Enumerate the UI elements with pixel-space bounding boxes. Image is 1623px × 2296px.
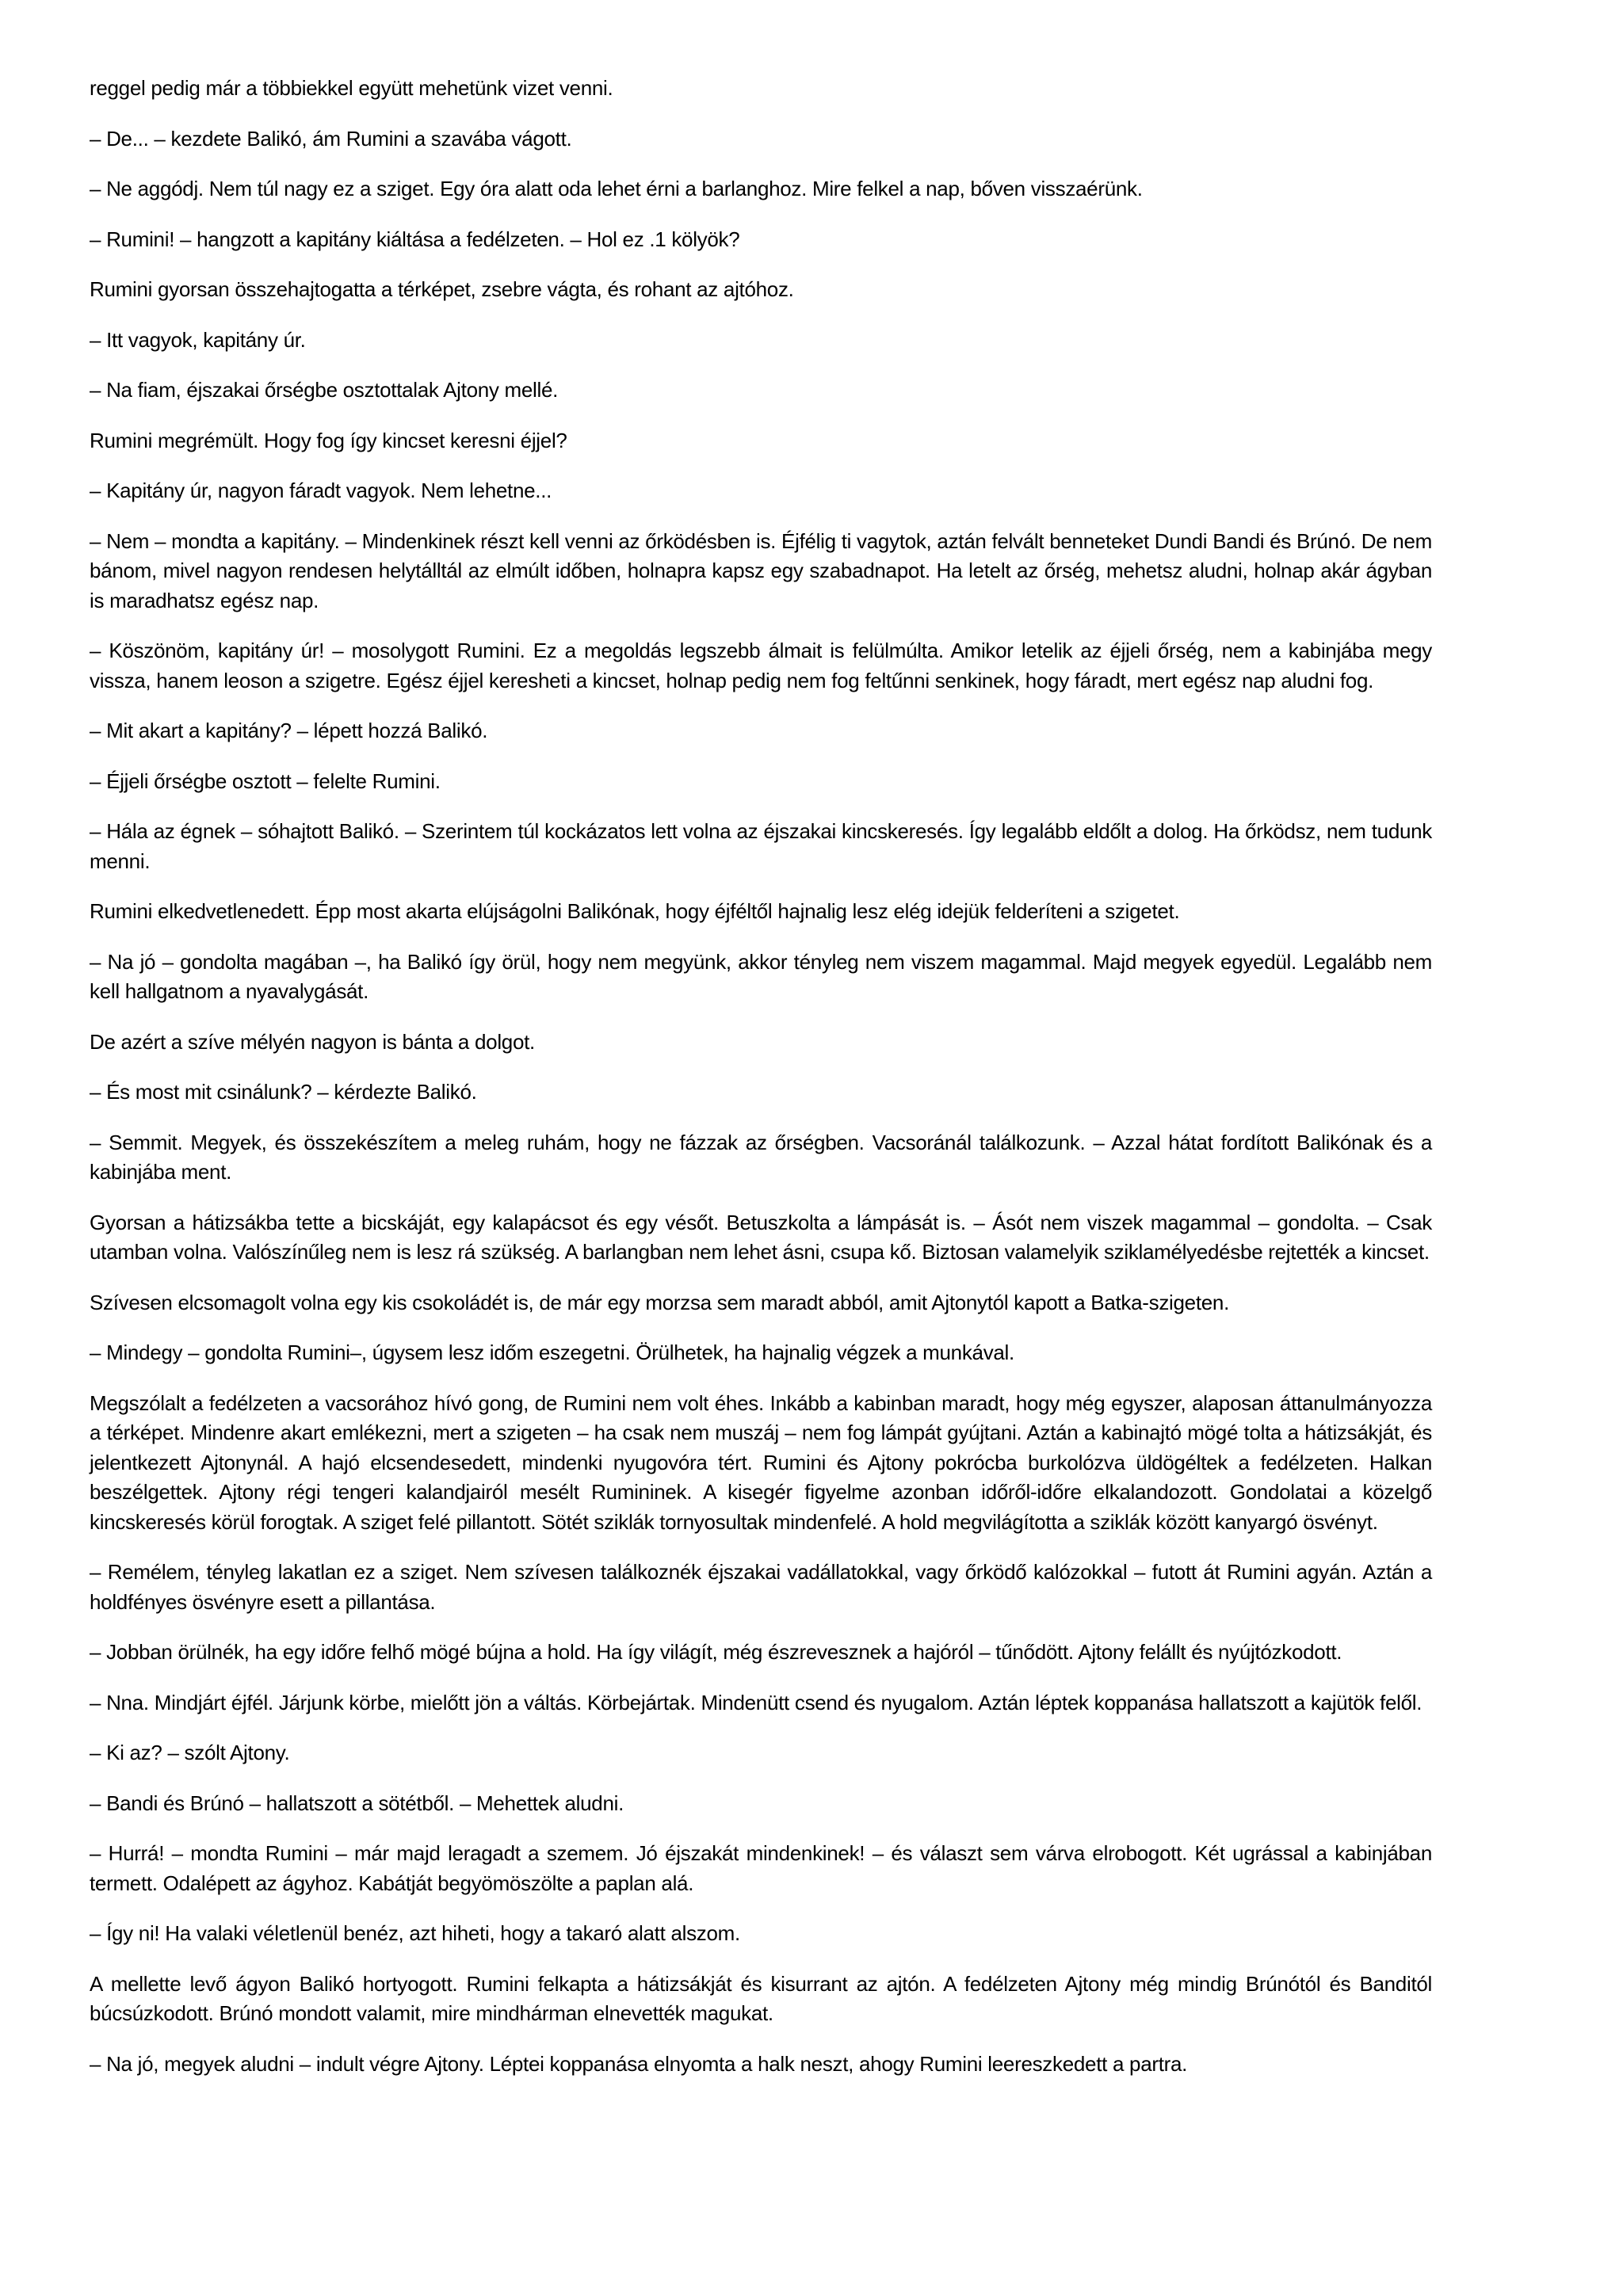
paragraph: – De... – kezdete Balikó, ám Rumini a szavába vágott. — [90, 126, 572, 151]
paragraph: – Ne aggódj. Nem túl nagy ez a sziget. Egy óra alatt oda lehet érni a barlanghoz. Mire felkel a nap, bőven visszaérünk. — [90, 177, 1143, 200]
paragraph: – Mindegy – gondolta Rumini–, úgysem lesz időm eszegetni. Örülhetek, ha hajnalig végzek a munkával. — [90, 1341, 1014, 1364]
paragraph: Rumini megrémült. Hogy fog így kincset keresni éjjel? — [90, 428, 567, 452]
paragraph: – Így ni! Ha valaki véletlenül benéz, azt hiheti, hogy a takaró alatt alszom. — [90, 1921, 740, 1945]
paragraph: – Éjjeli őrségbe osztott – felelte Rumini. — [90, 769, 441, 793]
paragraph: – És most mit csinálunk? – kérdezte Balikó. — [90, 1080, 477, 1104]
paragraph: Gyorsan a hátizsákba tette a bicskáját, egy kalapácsot és egy vésőt. Betuszkolta a lámpását is. – Ásót nem viszek magammal – gondolta. – Csak utamban volna. Valószínűleg nem is lesz rá szükség. A barlangban nem lehet ásni, csupa kő. Biztosan valamelyik sziklamélyedésbe rejtették a kincset. — [90, 1210, 1432, 1264]
paragraph: reggel pedig már a többiekkel együtt mehetünk vizet venni. — [90, 76, 613, 100]
paragraph: A mellette levő ágyon Balikó hortyogott. Rumini felkapta a hátizsákját és kisurrant az ajtón. A fedélzeten Ajtony még mindig Brúnótól és Banditól búcsúzkodott. Brúnó mondott valamit, mire mindhárman elnevették magukat. — [90, 1971, 1432, 2025]
paragraph: – Bandi és Brúnó – hallatszott a sötétből. – Mehettek aludni. — [90, 1791, 624, 1815]
document-page — [90, 74, 1432, 2100]
paragraph: – Na fiam, éjszakai őrségbe osztottalak Ajtony mellé. — [90, 378, 559, 402]
paragraph: – Na jó, megyek aludni – indult végre Ajtony. Léptei koppanása elnyomta a halk neszt, ahogy Rumini leereszkedett a partra. — [90, 2051, 1188, 2076]
paragraph: – Na jó – gondolta magában –, ha Balikó így örül, hogy nem megyünk, akkor tényleg nem viszem magammal. Majd megyek egyedül. Legalább nem kell hallgatnom a nyavalygását. — [90, 949, 1432, 1003]
paragraph: – Hála az égnek – sóhajtott Balikó. – Szerintem túl kockázatos lett volna az éjszakai kincskeresés. Így legalább eldőlt a dolog. Ha őrködsz, nem tudunk menni. — [90, 819, 1432, 873]
paragraph: – Kapitány úr, nagyon fáradt vagyok. Nem lehetne... — [90, 479, 552, 502]
paragraph: – Nna. Mindjárt éjfél. Járjunk körbe, mielőtt jön a váltás. Körbejártak. Mindenütt csend és nyugalom. Aztán léptek koppanása hallatszott a kajütök felől. — [90, 1690, 1423, 1714]
paragraph: – Mit akart a kapitány? – lépett hozzá Balikó. — [90, 719, 488, 742]
paragraph: Szívesen elcsomagolt volna egy kis csokoládét is, de már egy morzsa sem maradt abból, amit Ajtonytól kapott a Batka-szigeten. — [90, 1290, 1229, 1314]
paragraph: De azért a szíve mélyén nagyon is bánta a dolgot. — [90, 1029, 535, 1054]
paragraph: Rumini elkedvetlenedett. Épp most akarta elújságolni Balikónak, hogy éjféltől hajnalig lesz elég idejük felderíteni a szigetet. — [90, 899, 1180, 923]
paragraph: – Rumini! – hangzott a kapitány kiáltása a fedélzeten. – Hol ez .1 kölyök? — [90, 227, 740, 251]
paragraph: – Nem – mondta a kapitány. – Mindenkinek részt kell venni az őrködésben is. Éjfélig ti vagytok, aztán felvált benneteket Dundi Bandi és Brúnó. De nem bánom, mivel nagyon rendesen helytálltál az elmúlt időben, holnapra kapsz egy szabadnapot. Ha letelt az őrség, mehetsz aludni, holnap akár ágyban is maradhatsz egész nap. — [90, 528, 1432, 612]
paragraph: – Semmit. Megyek, és összekészítem a meleg ruhám, hogy ne fázzak az őrségben. Vacsoránál találkozunk. – Azzal hátat fordított Balikónak és a kabinjába ment. — [90, 1130, 1432, 1184]
paragraph: Rumini gyorsan összehajtogatta a térképet, zsebre vágta, és rohant az ajtóhoz. — [90, 277, 794, 301]
paragraph: – Köszönöm, kapitány úr! – mosolygott Rumini. Ez a megoldás legszebb álmait is felülmúlta. Amikor letelik az éjjeli őrség, nem a kabinjába megy vissza, hanem leoson a szigetre. Egész éjjel keresheti a kincset, holnap pedig nem fog feltűnni senkinek, hogy fáradt, mert egész nap aludni fog. — [90, 639, 1432, 692]
paragraph: – Jobban örülnék, ha egy időre felhő mögé bújna a hold. Ha így világít, még észrevesznek a hajóról – tűnődött. Ajtony felállt és nyújtózkodott. — [90, 1640, 1342, 1664]
paragraph: Megszólalt a fedélzeten a vacsorához hívó gong, de Rumini nem volt éhes. Inkább a kabinban maradt, hogy még egyszer, alaposan áttanulmányozza a térképet. Mindenre akart emlékezni, mert a szigeten – ha csak nem muszáj – nem fog lámpát gyújtani. Aztán a kabinajtó mögé tolta a hátizsákját, és jelentkezett Ajtonynál. A hajó elcsendesedett, mindenki nyugovóra tért. Rumini és Ajtony pokrócba burkolózva üldögéltek a fedélzeten. Halkan beszélgettek. Ajtony régi tengeri kalandjairól mesélt Rumininek. A kisegér figyelme azonban időről-időre elkalandozott. Gondolatai a közelgő kincskeresés körül forogtak. A sziget felé pillantott. Sötét sziklák tornyosultak mindenfelé. A hold megvilágította a sziklák között kanyargó ösvényt. — [90, 1390, 1432, 1534]
paragraph: – Ki az? – szólt Ajtony. — [90, 1741, 290, 1764]
paragraph: – Remélem, tényleg lakatlan ez a sziget. Nem szívesen találkoznék éjszakai vadállatokkal, vagy őrködő kalózokkal – futott át Rumini agyán. Aztán a holdfényes ösvényre esett a pillantása. — [90, 1560, 1432, 1614]
paragraph: – Itt vagyok, kapitány úr. — [90, 327, 306, 352]
paragraph: – Hurrá! – mondta Rumini – már majd leragadt a szemem. Jó éjszakát mindenkinek! – és választ sem várva elrobogott. Két ugrással a kabinjában termett. Odalépett az ágyhoz. Kabátját begyömöszölte a paplan alá. — [90, 1841, 1432, 1895]
